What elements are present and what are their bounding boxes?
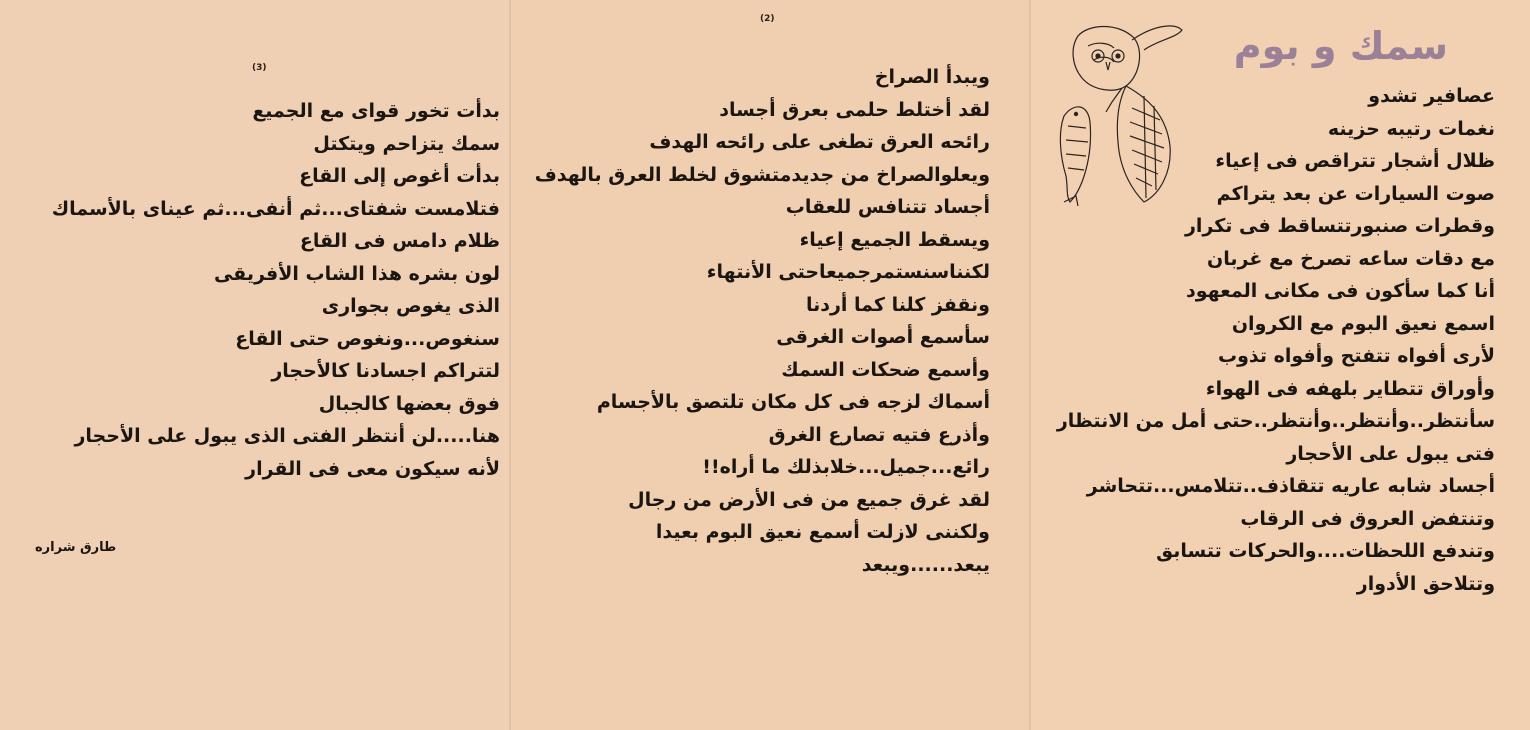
poem-line: سنغوص...ونغوص حتى القاع [235,327,500,350]
poem-line: سمك يتزاحم ويتكتل [313,132,500,155]
poem-line: سأسمع أصوات الغرقى [776,326,990,348]
page-number-3: (3) [252,63,267,73]
poem-line: لقد أختلط حلمى بعرق أجساد [719,98,990,121]
poem-line: وتنتفض العروق فى الرقاب [1240,507,1495,530]
poem-line: وأذرع فتيه تصارع الغرق [768,423,990,446]
poem-line: ويبدأ الصراخ [874,66,990,88]
poem-line: فتى يبول على الأحجار [1286,442,1495,465]
poem-line: لون بشره هذا الشاب الأفريقى [213,262,500,285]
poem-line: أجساد تتنافس للعقاب [785,196,990,218]
poem-line: يبعد......ويبعد [861,553,990,576]
poem-line: وتندفع اللحظات....والحركات تتسابق [1156,540,1495,562]
poem-line: أسماك لزجه فى كل مكان تلتصق بالأجسام [596,391,990,413]
poem-line: بدأت أغوص إلى القاع [299,165,500,187]
poem-line: لقد غرق جميع من فى الأرض من رجال [628,488,990,511]
poem-line: ونقفز كلنا كما أردنا [805,293,990,316]
poem-line: ولكننى لازلت أسمع نعيق البوم بعيدا [655,521,990,543]
poem-line: الذى يغوص بجوارى [321,295,500,317]
poem-line: وأوراق تتطاير بلهفه فى الهواء [1205,377,1495,400]
fold-line [509,0,511,730]
poem-stanza-page-3 [52,95,500,485]
poem-line: ظلال أشجار تتراقص فى إعياء [1215,150,1495,172]
poem-line: بدأت تخور قواى مع الجميع [252,100,500,122]
poem-line: اسمع نعيق البوم مع الكروان [1231,312,1495,335]
poem-line: عصافير تشدو [1368,85,1495,107]
poem-stanza-page-1 [1057,80,1495,600]
poem-line: ويسقط الجميع إعياء [799,228,990,251]
poem-line: فتلامست شفتاى...ثم أنفى...ثم عيناى بالأسماك [51,197,500,220]
poem-line: فوق بعضها كالجبال [318,392,500,415]
fold-line [1029,0,1031,730]
poem-line: ظلام دامس فى القاع [299,230,500,252]
poem-line: رائع...جميل...خلابذلك ما أراه!! [702,456,990,478]
poem-line: لكنناسنستمرجميعاحتى الأنتهاء [706,261,990,283]
page-number-2: (2) [760,14,775,24]
poem-line: لأرى أفواه تتفتح وأفواه تذوب [1218,345,1495,367]
poem-line: مع دقات ساعه تصرخ مع غربان [1207,247,1495,270]
poem-line: سأنتظر..وأنتظر..وأنتظر..حتى أمل من الانتظار [1056,410,1495,432]
poem-line: وقطرات صنبورتتساقط فى تكرار [1184,215,1495,237]
poem-line: هنا.....لن أنتظر الفتى الذى يبول على الأحجار [74,425,500,447]
poem-line: ويعلوالصراخ من جديدمتشوق لخلط العرق بالهدف [534,163,990,186]
poem-line: لأنه سيكون معى فى القرار [245,457,500,480]
poem-line: أجساد شابه عاريه تتقاذف..تتلامس...تتحاشر [1086,475,1495,497]
poem-line: لتتراكم اجسادنا كالأحجار [271,360,500,382]
poem-stanza-page-2 [535,61,990,581]
poem-line: وتتلاحق الأدوار [1356,572,1495,595]
poem-line: أنا كما سأكون فى مكانى المعهود [1185,280,1495,302]
poem-line: وأسمع ضحكات السمك [781,358,990,381]
poem-line: صوت السيارات عن بعد يتراكم [1216,182,1495,205]
author-signature: طارق شراره [35,540,117,555]
poem-title: سمك و بوم [1233,24,1448,68]
poem-line: نغمات رتيبه حزينه [1327,117,1495,140]
poem-line: رائحه العرق تطغى على رائحه الهدف [649,131,990,153]
